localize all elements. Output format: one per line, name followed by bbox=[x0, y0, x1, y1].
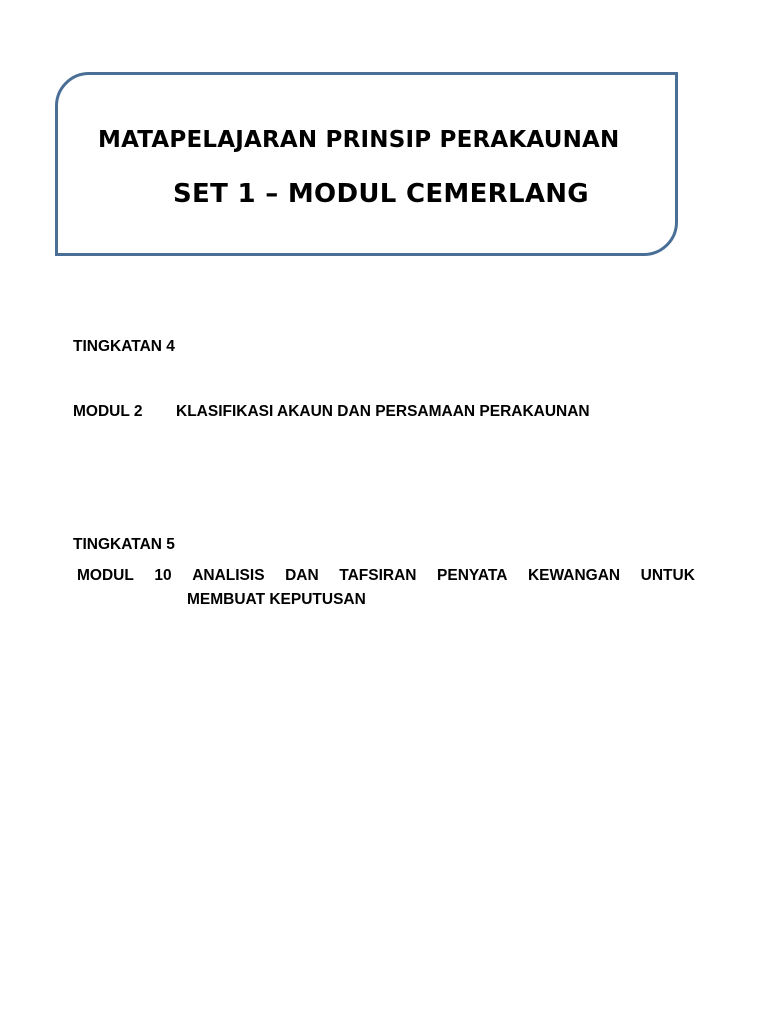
module-10-title-line2: MEMBUAT KEPUTUSAN bbox=[187, 591, 366, 608]
module-10-word: MODUL bbox=[77, 567, 134, 584]
module-10-title-line1 bbox=[77, 567, 695, 585]
title-box bbox=[55, 72, 678, 256]
subject-title: MATAPELAJARAN PRINSIP PERAKAUNAN bbox=[98, 127, 620, 153]
module-10-word: KEWANGAN bbox=[527, 567, 621, 584]
module-code-2: MODUL 2 bbox=[73, 403, 143, 420]
module-10-word: ANALISIS bbox=[192, 567, 265, 584]
set-title: SET 1 – MODUL CEMERLANG bbox=[173, 179, 589, 209]
module-10-word: TAFSIRAN bbox=[339, 567, 417, 584]
module-title-2: KLASIFIKASI AKAUN DAN PERSAMAAN PERAKAUNAN bbox=[176, 403, 590, 420]
level-heading-tingkatan-5: TINGKATAN 5 bbox=[73, 536, 175, 553]
module-10-word: PENYATA bbox=[437, 567, 508, 584]
module-10-word: 10 bbox=[154, 567, 172, 584]
module-10-word: UNTUK bbox=[640, 567, 695, 584]
module-10-word: DAN bbox=[285, 567, 319, 584]
level-heading-tingkatan-4: TINGKATAN 4 bbox=[73, 338, 175, 355]
